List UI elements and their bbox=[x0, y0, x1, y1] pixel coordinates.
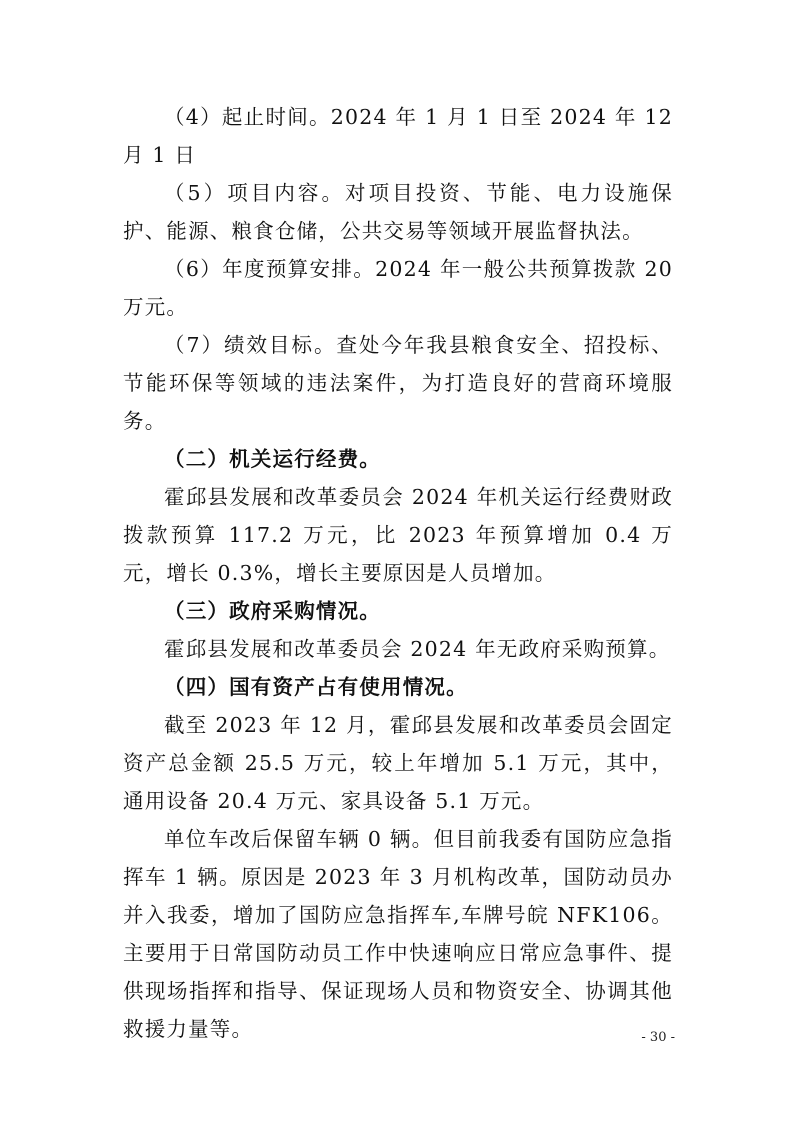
heading-government-procurement: （三）政府采购情况。 bbox=[164, 599, 381, 623]
paragraph-annual-budget: （6）年度预算安排。2024 年一般公共预算拨款 20 万元。 bbox=[123, 257, 673, 319]
page-number: - 30 - bbox=[641, 1030, 675, 1045]
paragraph-vehicles: 单位车改后保留车辆 0 辆。但目前我委有国防应急指挥车 1 辆。原因是 2023 年 3 月机构改革，国防动员办并入我委，增加了国防应急指挥车,车牌号皖 NFK106。主要用于日常国防动员工作中快速响应日常应急事件、提供现场指挥和指导、保证现场人员和物资安全、协调其他救援力量等。 bbox=[123, 827, 673, 1041]
paragraph-start-end-time: （4）起止时间。2024 年 1 月 1 日至 2024 年 12 月 1 日 bbox=[123, 105, 673, 167]
paragraph-project-content: （5）项目内容。对项目投资、节能、电力设施保护、能源、粮食仓储，公共交易等领域开展监督执法。 bbox=[123, 181, 673, 243]
paragraph-performance-goal: （7）绩效目标。查处今年我县粮食安全、招投标、节能环保等领域的违法案件，为打造良好的营商环境服务。 bbox=[123, 333, 673, 433]
paragraph-government-procurement: 霍邱县发展和改革委员会 2024 年无政府采购预算。 bbox=[164, 637, 671, 661]
document-body bbox=[123, 98, 673, 1048]
paragraph-operating-expenses: 霍邱县发展和改革委员会 2024 年机关运行经费财政拨款预算 117.2 万元，比 2023 年预算增加 0.4 万元，增长 0.3%，增长主要原因是人员增加。 bbox=[123, 485, 673, 585]
heading-operating-expenses: （二）机关运行经费。 bbox=[164, 447, 381, 471]
heading-state-assets: （四）国有资产占有使用情况。 bbox=[164, 675, 468, 699]
paragraph-fixed-assets: 截至 2023 年 12 月，霍邱县发展和改革委员会固定资产总金额 25.5 万元，较上年增加 5.1 万元，其中，通用设备 20.4 万元、家具设备 5.1 万元。 bbox=[123, 713, 673, 813]
